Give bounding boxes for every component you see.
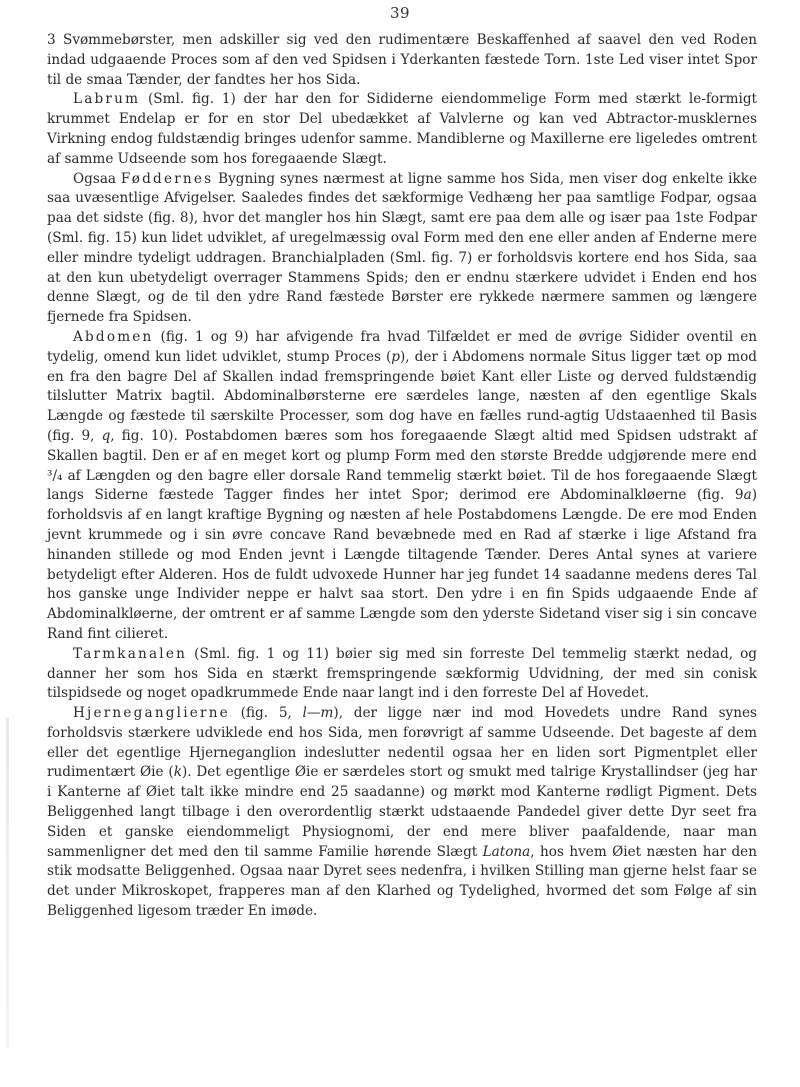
text-run: , hos hvem Øiet næsten har den stik modsatte Beliggenhed. Ogsaa naar Dyret sees nedenfra, i hvilken Stilling man gjerne helst faar se det under Mikroskopet, frapperes man af den Klarhed og Tydelighed, hvormed det som Følge af sin Beliggenhed ligesom træder En imøde. (47, 843, 757, 920)
paragraph-p1 (47, 31, 757, 90)
text-run: ), der ligge nær ind mod Hovedets undre Rand synes forholdsvis stærkere udviklede end hos Sida, men forøvrigt af samme Udseende. Det bageste af dem eller det egentlige Hjerneganglion indeslutter nedentil ogsaa her en liden sort Pigmentplet eller rudimentært Øie ( (47, 705, 758, 781)
text-run: ), der i Abdomens normale Situs ligger tæt op mod en fra den bagre Del af Skallen indad fremspringende bøiet Kant eller Liste og derved fuldstændig tilslutter Matrix bagtil. Abdominalbørsterne ere særdeles lange, næsten af den egentlige Skals Længde og fæstede til særskilte Processer, som dog have en fælles rund-agtig Udstaaenhed til Basis (fig. 9, (47, 348, 757, 444)
italic-term: Latona (482, 843, 531, 860)
text-run: , fig. 10). Postabdomen bæres som hos foregaaende Slægt altid med Spidsen udstrakt af Skallen bagtil. Den er af en meget kort og plump Form med den største Bredde udgjørende mere end ³/₄ af Længden og den bagre eller dorsale Rand temmelig stærkt bøiet. Til de hos foregaaende Slægt langs Siderne fæstede Tagger findes her intet Spor; derimod ere Abdominalkløerne (fig. 9 (47, 427, 757, 504)
italic-term: p (391, 348, 400, 365)
section-keyword: Hjerneganglierne (73, 705, 230, 722)
paragraph-p6 (47, 704, 757, 922)
italic-term: k (173, 764, 182, 781)
text-run: Ogsaa (73, 170, 121, 187)
scan-margin-shadow (6, 718, 9, 1048)
section-keyword: Tarmkanalen (73, 645, 188, 662)
section-keyword: Abdomen (73, 328, 154, 345)
page-number: 39 (389, 4, 411, 22)
italic-term: l—m (302, 705, 334, 722)
paragraph-p4 (47, 328, 757, 645)
section-keyword: Labrum (73, 91, 141, 108)
body-text (47, 31, 757, 922)
paragraph-p5 (47, 645, 757, 704)
text-run: ) forholdsvis af en langt kraftige Bygning og næsten af hele Postabdomens Længde. De ere mod Enden jevnt krummede og i sin øvre concave Rand bevæbnede med en Rad af stærke i lige Afstand fra hinanden stillede og mod Enden jevnt i Længde tiltagende Tænder. Deres Antal synes at variere betydeligt efter Alderen. Hos de fuldt udvoxede Hunner har jeg fundet 14 saadanne medens deres Tal hos ganske unge Individer neppe er halvt saa stort. Den ydre i en fin Spids udgaaende Ende af Abdominalkløerne, der omtrent er af samme Længde som den yderste Sidetand viser sig i sin concave Rand fint cilieret. (47, 487, 757, 642)
paragraph-p3 (47, 170, 757, 328)
italic-term: a (743, 487, 752, 504)
paragraph-p2 (47, 90, 757, 169)
text-run: (Sml. fig. 1 og 11) bøier sig med sin forreste Del temmelig stærkt nedad, og danner her som hos Sida en stærkt fremspringende sækformig Udvidning, der med sin conisk tilspidsede og noget opadkrummede Ende naar langt ind i den forreste Del af Hovedet. (47, 645, 757, 702)
text-run: (fig. 5, (229, 705, 303, 722)
section-keyword: Føddernes (120, 170, 214, 187)
text-run: (fig. 1 og 9) har afvigende fra hvad Tilfældet er med de øvrige Sidider oventil en tydelig, omend kun lidet udviklet, stump Proces ( (47, 328, 757, 365)
text-run: ). Det egentlige Øie er særdeles stort og smukt med talrige Krystallindser (jeg har i Kanterne af Øiet talt ikke mindre end 25 saadanne) og mørkt mod Kanterne rødligt Pigment. Dets Beliggenhed langt tilbage i den overordentlig stærkt udstaaende Pandedel giver dette Dyr seet fra Siden et ganske eiendommeligt Physiognomi, der end mere bliver paafaldende, naar man sammenligner det med den til samme Familie hørende Slægt (47, 764, 757, 860)
text-run: 3 Svømmebørster, men adskiller sig ved den rudimentære Beskaffenhed af saavel den ved Roden indad udgaaende Proces som af den ved Spidsen i Yderkanten fæstede Torn. 1ste Led viser intet Spor til de smaa Tænder, der fandtes her hos Sida. (47, 32, 757, 88)
text-run: Bygning synes nærmest at ligne samme hos Sida, men viser dog enkelte ikke saa uvæsentlige Afvigelser. Saaledes findes det sækformige Vedhæng her paa samtlige Fodpar, ogsaa paa det sidste (fig. 8), hvor det mangler hos hin Slægt, samt ere paa dem alle og især paa 1ste Fodpar (Sml. fig. 15) kun lidet udviklet, af uregelmæssig oval Form med den ene eller anden af Enderne mere eller mindre tydeligt uddragen. Branchialpladen (Sml. fig. 7) er forholdsvis kortere end hos Sida, saa at den kun ubetydeligt overrager Stammens Spids; den er endnu stærkere udvidet i Enden end hos denne Slægt, og de til den ydre Rand fæstede Børster ere rykkede nærmere sammen og længere fjernede fra Spidsen. (47, 170, 757, 326)
italic-term: q (101, 427, 111, 444)
text-run: (Sml. fig. 1) der har den for Sididerne eiendommelige Form med stærkt le-formigt krummet Endelap er for en stor Del ubedækket af Valvlerne og kan ved Abtractor-musklernes Virkning endog fuldstændig bringes udenfor samme. Mandiblerne og Maxillerne ere ligeledes omtrent af samme Udseende som hos foregaaende Slægt. (47, 91, 757, 167)
